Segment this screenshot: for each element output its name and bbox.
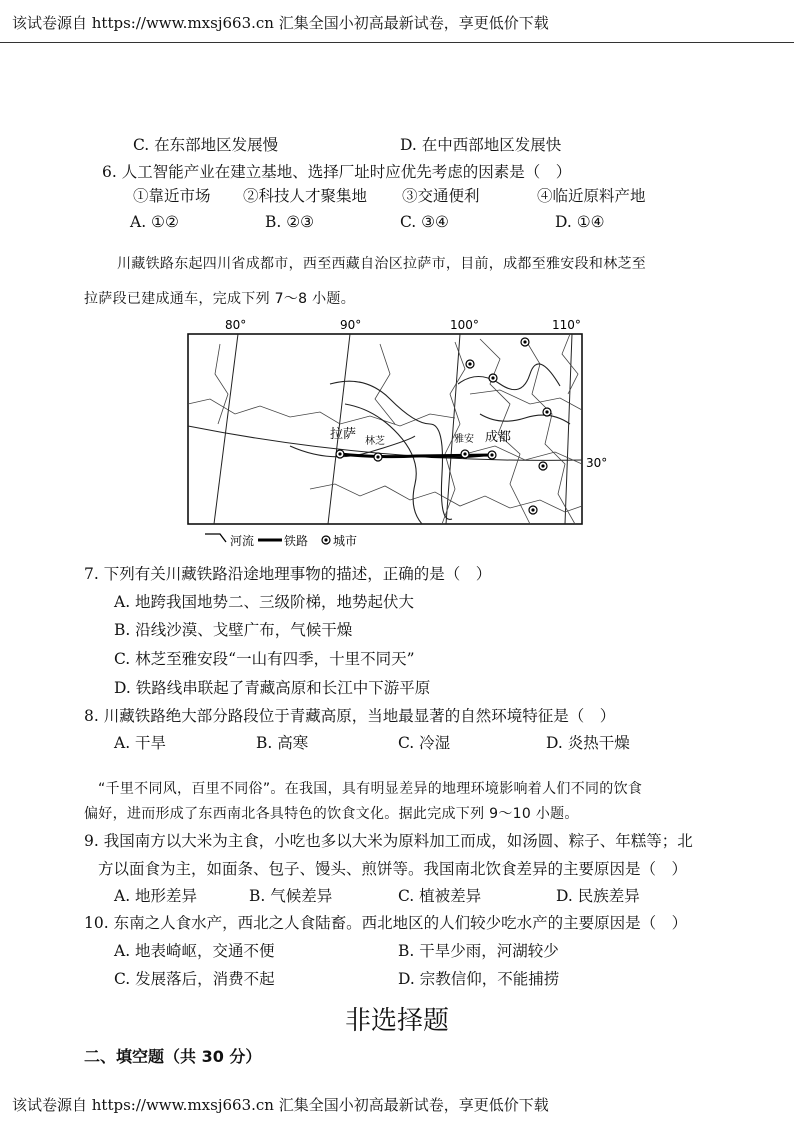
legend-river-label: 河流	[230, 534, 255, 548]
passage1-line2: 拉萨段已建成通车，完成下列 7～8 小题。	[84, 291, 356, 307]
city-label-yaan: 雅安	[454, 434, 474, 445]
q10-option-a: A. 地表崎岖，交通不便	[114, 942, 275, 960]
part2-heading: 二、填空题（共 30 分）	[84, 1047, 262, 1066]
header-divider	[0, 42, 794, 43]
q7-option-a: A. 地跨我国地势二、三级阶梯，地势起伏大	[114, 593, 415, 611]
q7-option-d: D. 铁路线串联起了青藏高原和长江中下游平原	[114, 679, 431, 697]
q10-option-c: C. 发展落后，消费不起	[114, 970, 275, 988]
page-header: 该试卷源自 https://www.mxsj663.cn 汇集全国小初高最新试卷，享更低价下载	[12, 14, 549, 32]
q7-stem: 7. 下列有关川藏铁路沿途地理事物的描述，正确的是（ ）	[84, 565, 492, 583]
q10-option-b: B. 干旱少雨，河湖较少	[398, 942, 559, 960]
lon-110-label: 110°	[552, 318, 581, 332]
q7-option-b: B. 沿线沙漠、戈壁广布，气候干燥	[114, 621, 353, 639]
q7-option-c: C. 林芝至雅安段“一山有四季，十里不同天”	[114, 650, 415, 668]
q5-option-c: C. 在东部地区发展慢	[133, 136, 279, 154]
q6-factor-4: ④临近原料产地	[537, 187, 646, 205]
q9-option-c: C. 植被差异	[398, 887, 482, 905]
city-label-nyingchi: 林芝	[365, 436, 385, 447]
lon-90-label: 90°	[340, 318, 362, 332]
city-label-chengdu: 成都	[485, 430, 512, 445]
passage2-line2: 偏好，进而形成了东西南北各具特色的饮食文化。据此完成下列 9～10 小题。	[84, 806, 579, 822]
q8-option-a: A. 干旱	[114, 734, 167, 752]
q9-option-a: A. 地形差异	[114, 887, 198, 905]
q6-factor-3: ③交通便利	[402, 187, 480, 205]
q9-option-b: B. 气候差异	[249, 887, 333, 905]
lon-80-label: 80°	[225, 318, 247, 332]
q8-stem: 8. 川藏铁路绝大部分路段位于青藏高原，当地最显著的自然环境特征是（ ）	[84, 707, 616, 725]
q8-option-c: C. 冷湿	[398, 734, 451, 752]
legend-railway-label: 铁路	[284, 534, 309, 548]
page-footer: 该试卷源自 https://www.mxsj663.cn 汇集全国小初高最新试卷，享更低价下载	[12, 1096, 549, 1114]
city-label-lhasa: 拉萨	[330, 427, 357, 442]
lat-30-label: 30°	[586, 456, 608, 470]
q6-factor-1: ①靠近市场	[133, 187, 211, 205]
passage2-line1: “千里不同风，百里不同俗”。在我国，具有明显差异的地理环境影响着人们不同的饮食	[98, 781, 643, 797]
q6-option-d: D. ①④	[555, 213, 605, 231]
q10-option-d: D. 宗教信仰，不能捕捞	[398, 970, 560, 988]
q8-option-b: B. 高寒	[256, 734, 309, 752]
q6-stem: 6. 人工智能产业在建立基地、选择厂址时应优先考虑的因素是（ ）	[102, 163, 572, 181]
section-title: 非选择题	[344, 1006, 449, 1036]
lon-100-label: 100°	[450, 318, 479, 332]
passage1-line1: 川藏铁路东起四川省成都市，西至西藏自治区拉萨市，目前，成都至雅安段和林芝至	[117, 256, 647, 272]
q6-option-a: A. ①②	[130, 213, 179, 231]
river-legend-icon	[205, 534, 226, 542]
q6-option-c: C. ③④	[400, 213, 449, 231]
q9-option-d: D. 民族差异	[556, 887, 640, 905]
sichuan-tibet-railway-map	[180, 314, 620, 554]
map-frame	[188, 334, 582, 524]
q5-option-d: D. 在中西部地区发展快	[400, 136, 562, 154]
map-legend	[205, 533, 357, 548]
q8-option-d: D. 炎热干燥	[546, 734, 630, 752]
q10-stem: 10. 东南之人食水产，西北之人食陆畜。西北地区的人们较少吃水产的主要原因是（ ）	[84, 914, 688, 932]
q9-stem-line2: 方以面食为主，如面条、包子、馒头、煎饼等。我国南北饮食差异的主要原因是（ ）	[98, 860, 688, 878]
q9-stem-line1: 9. 我国南方以大米为主食，小吃也多以大米为原料加工而成，如汤圆、粽子、年糕等；北	[84, 832, 693, 850]
q6-factor-2: ②科技人才聚集地	[243, 187, 368, 205]
q6-option-b: B. ②③	[265, 213, 315, 231]
legend-city-label: 城市	[333, 534, 358, 548]
